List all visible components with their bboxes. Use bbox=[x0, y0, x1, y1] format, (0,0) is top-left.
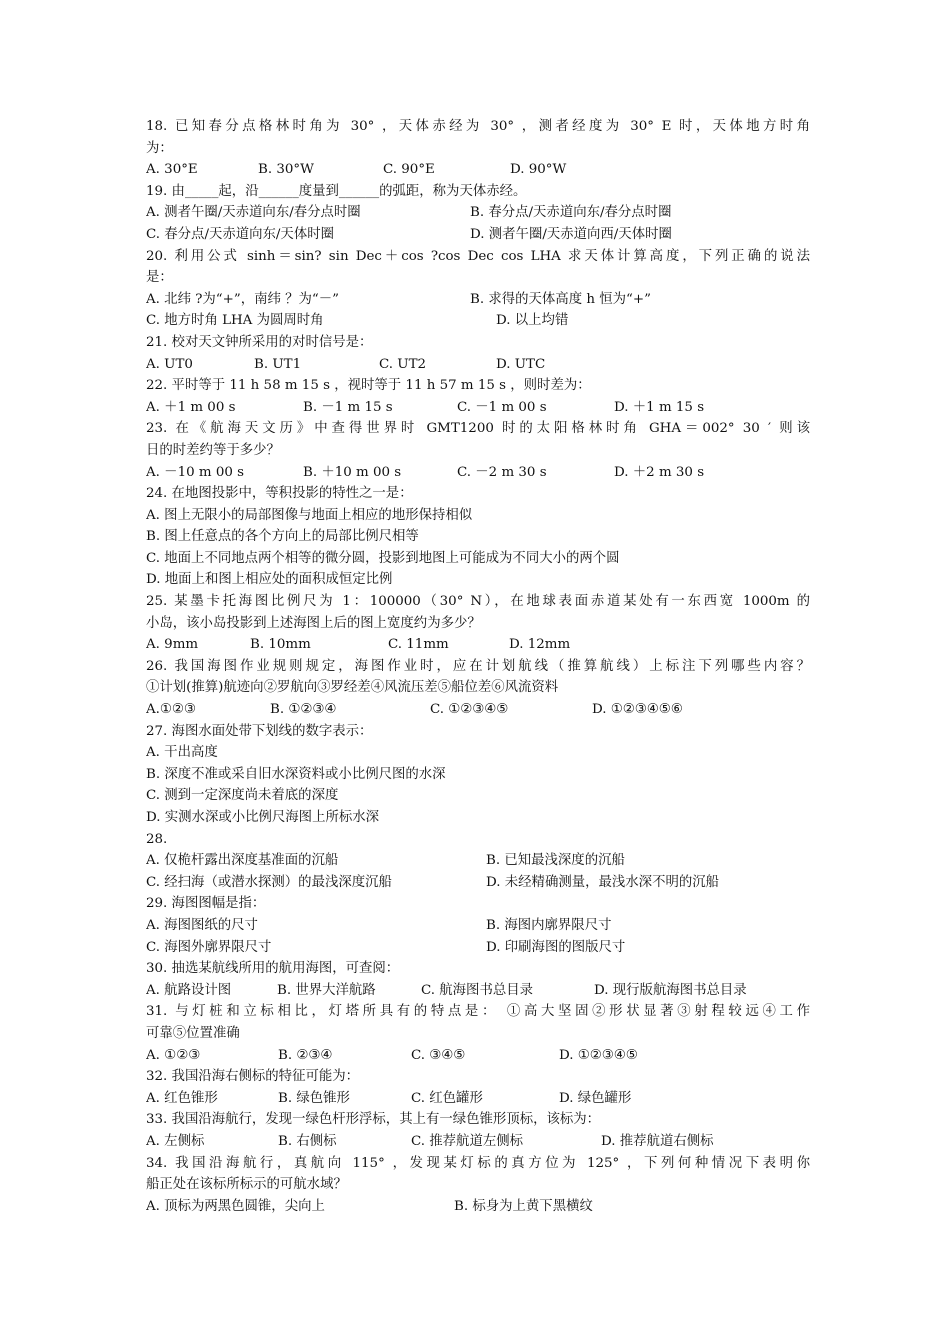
answer-option: C. －1 m 00 s bbox=[457, 399, 547, 415]
question-line: 34. 我国沿海航行，真航向 115° ，发现某灯标的真方位为 125° ，下列何种情况下表明你 bbox=[146, 1155, 810, 1171]
question-line: B. 深度不准或采自旧水深资料或小比例尺图的水深 bbox=[146, 766, 446, 782]
question-line: 32. 我国沿海右侧标的特征可能为： bbox=[146, 1069, 360, 1085]
answer-option: A. 海图图纸的尺寸 bbox=[146, 917, 258, 933]
question-line: 22. 平时等于 11 h 58 m 15 s ，视时等于 11 h 57 m 15 s ，则时差为： bbox=[146, 378, 591, 394]
option-row bbox=[146, 850, 810, 872]
answer-option: A.①②③ bbox=[146, 702, 196, 718]
question-line: 船正处在该标所标示的可航水域？ bbox=[146, 1177, 347, 1193]
answer-option: D. 未经精确测量，最浅水深不明的沉船 bbox=[486, 874, 720, 890]
answer-option: D. 12mm bbox=[509, 637, 571, 653]
option-row bbox=[146, 937, 810, 959]
answer-option: A. 测者午圈/天赤道向东/春分点时圈 bbox=[146, 205, 361, 221]
option-row bbox=[146, 462, 810, 484]
option-row bbox=[146, 634, 810, 656]
answer-option: A. 红色锥形 bbox=[146, 1090, 218, 1106]
question-line: 小岛，该小岛投影到上述海图上后的图上宽度约为多少？ bbox=[146, 615, 481, 631]
answer-option: C. 航海图书总目录 bbox=[421, 982, 534, 998]
question-line: 28. bbox=[146, 831, 168, 847]
option-row bbox=[146, 310, 810, 332]
option-row bbox=[146, 1088, 810, 1110]
question-line: C. 测到一定深度尚未着底的深度 bbox=[146, 788, 339, 804]
answer-option: D. 现行版航海图书总目录 bbox=[594, 982, 747, 998]
answer-option: C. 海图外廓界限尺寸 bbox=[146, 939, 272, 955]
answer-option: B. ＋10 m 00 s bbox=[303, 464, 402, 480]
answer-option: B. 标身为上黄下黑横纹 bbox=[454, 1198, 593, 1214]
question-line: 20. 利用公式 sinh＝sin? sin Dec＋cos ?cos Dec cos LHA 求天体计算高度，下列正确的说法 bbox=[146, 248, 810, 264]
answer-option: C. 红色罐形 bbox=[411, 1090, 483, 1106]
option-row bbox=[146, 202, 810, 224]
answer-option: C. 推荐航道左侧标 bbox=[411, 1133, 524, 1149]
question-line: 26. 我国海图作业规则规定，海图作业时，应在计划航线（推算航线）上标注下列哪些内容？ bbox=[146, 658, 810, 674]
answer-option: B. UT1 bbox=[254, 356, 302, 372]
answer-option: B. 世界大洋航路 bbox=[277, 982, 376, 998]
answer-option: A. 北纬 ?为“+”，南纬 ？为“－” bbox=[146, 291, 339, 307]
answer-option: A. 30°E bbox=[146, 162, 198, 178]
answer-option: A. 航路设计图 bbox=[146, 982, 232, 998]
question-line: 是： bbox=[146, 270, 173, 286]
answer-option: D. 以上均错 bbox=[496, 313, 569, 329]
option-row bbox=[146, 1131, 810, 1153]
answer-option: A. UT0 bbox=[146, 356, 193, 372]
answer-option: B. ①②③④ bbox=[270, 702, 337, 718]
question-line: 19. 由_____起，沿______度量到______的弧距，称为天体赤经。 bbox=[146, 183, 527, 199]
answer-option: A. 仅桅杆露出深度基准面的沉船 bbox=[146, 853, 339, 869]
answer-option: B. 求得的天体高度 h 恒为“+” bbox=[470, 291, 651, 307]
question-line: A. 干出高度 bbox=[146, 745, 218, 761]
answer-option: A. ①②③ bbox=[146, 1047, 201, 1063]
option-row bbox=[146, 354, 810, 376]
answer-option: B. 右侧标 bbox=[278, 1133, 337, 1149]
question-line: 30. 抽选某航线所用的航用海图，可查阅： bbox=[146, 961, 400, 977]
answer-option: A. ＋1 m 00 s bbox=[146, 399, 236, 415]
option-row bbox=[146, 915, 810, 937]
option-row bbox=[146, 397, 810, 419]
question-line: 27. 海图水面处带下划线的数字表示： bbox=[146, 723, 373, 739]
question-line: ①计划(推算)航迹向②罗航向③罗经差④风流压差⑤船位差⑥风流资料 bbox=[146, 680, 559, 696]
answer-option: C. 地方时角 LHA 为圆周时角 bbox=[146, 313, 324, 329]
answer-option: C. 春分点/天赤道向东/天体时圈 bbox=[146, 226, 334, 242]
answer-option: D. 90°W bbox=[510, 162, 567, 178]
question-line: B. 图上任意点的各个方向上的局部比例尺相等 bbox=[146, 529, 419, 545]
answer-option: B. 海图内廓界限尺寸 bbox=[486, 917, 612, 933]
answer-option: D. UTC bbox=[496, 356, 546, 372]
answer-option: C. 经扫海（或潜水探测）的最浅深度沉船 bbox=[146, 874, 392, 890]
question-line: C. 地面上不同地点两个相等的微分圆，投影到地图上可能成为不同大小的两个圆 bbox=[146, 550, 620, 566]
answer-option: B. ②③④ bbox=[278, 1047, 333, 1063]
answer-option: C. UT2 bbox=[379, 356, 427, 372]
answer-option: B. －1 m 15 s bbox=[303, 399, 393, 415]
question-line: 31. 与灯桩和立标相比，灯塔所具有的特点是： ①高大坚固②形状显著③射程较远④工作 bbox=[146, 1004, 810, 1020]
option-row bbox=[146, 872, 810, 894]
answer-option: D. ＋2 m 30 s bbox=[614, 464, 705, 480]
question-line: 25. 某墨卡托海图比例尺为 1：100000（30° N），在地球表面赤道某处有一东西宽 1000m 的 bbox=[146, 594, 810, 610]
answer-option: A. 9mm bbox=[146, 637, 199, 653]
answer-option: B. 春分点/天赤道向东/春分点时圈 bbox=[470, 205, 672, 221]
question-line: 18. 已知春分点格林时角为 30° ，天体赤经为 30° ，测者经度为 30° E 时，天体地方时角 bbox=[146, 119, 810, 134]
question-line: 21. 校对天文钟所采用的对时信号是： bbox=[146, 334, 373, 350]
answer-option: B. 绿色锥形 bbox=[278, 1090, 350, 1106]
option-row bbox=[146, 1196, 810, 1218]
question-line: D. 地面上和图上相应处的面积成恒定比例 bbox=[146, 572, 393, 588]
answer-option: B. 已知最浅深度的沉船 bbox=[486, 853, 625, 869]
option-row bbox=[146, 980, 810, 1002]
answer-option: C. ①②③④⑤ bbox=[430, 702, 509, 718]
question-line: 33. 我国沿海航行，发现一绿色杆形浮标，其上有一绿色锥形顶标，该标为： bbox=[146, 1112, 601, 1128]
answer-option: D. ＋1 m 15 s bbox=[614, 399, 705, 415]
answer-option: C. －2 m 30 s bbox=[457, 464, 547, 480]
answer-option: B. 10mm bbox=[250, 637, 311, 653]
question-line: 29. 海图图幅是指： bbox=[146, 896, 266, 912]
question-line: D. 实测水深或小比例尺海图上所标水深 bbox=[146, 810, 380, 825]
question-line: 23. 在《航海天文历》中查得世界时 GMT1200 时的太阳格林时角 GHA＝002° 30 ′ 则该 bbox=[146, 421, 810, 437]
answer-option: C. 90°E bbox=[383, 162, 435, 178]
answer-option: B. 30°W bbox=[258, 162, 314, 178]
answer-option: D. 绿色罐形 bbox=[559, 1090, 632, 1106]
question-line: 为： bbox=[146, 140, 173, 156]
answer-option: D. 推荐航道右侧标 bbox=[601, 1133, 714, 1149]
answer-option: D. 印刷海图的图版尺寸 bbox=[486, 939, 626, 955]
exam-page bbox=[146, 116, 810, 1217]
question-line: A. 图上无限小的局部图像与地面上相应的地形保持相似 bbox=[146, 507, 473, 523]
answer-option: A. 左侧标 bbox=[146, 1133, 205, 1149]
answer-option: C. ③④⑤ bbox=[411, 1047, 466, 1063]
answer-option: C. 11mm bbox=[388, 637, 449, 653]
answer-option: A. 顶标为两黑色圆锥，尖向上 bbox=[146, 1198, 325, 1214]
question-line: 可靠⑤位置准确 bbox=[146, 1025, 240, 1041]
question-line: 日的时差约等于多少？ bbox=[146, 442, 280, 458]
option-row bbox=[146, 224, 810, 246]
answer-option: D. ①②③④⑤⑥ bbox=[592, 702, 683, 718]
option-row bbox=[146, 289, 810, 311]
answer-option: D. 测者午圈/天赤道向西/天体时圈 bbox=[470, 226, 672, 242]
option-row bbox=[146, 699, 810, 721]
option-row bbox=[146, 1045, 810, 1067]
answer-option: D. ①②③④⑤ bbox=[559, 1047, 638, 1063]
option-row bbox=[146, 159, 810, 181]
answer-option: A. －10 m 00 s bbox=[146, 464, 244, 480]
question-line: 24. 在地图投影中，等积投影的特性之一是： bbox=[146, 486, 413, 502]
